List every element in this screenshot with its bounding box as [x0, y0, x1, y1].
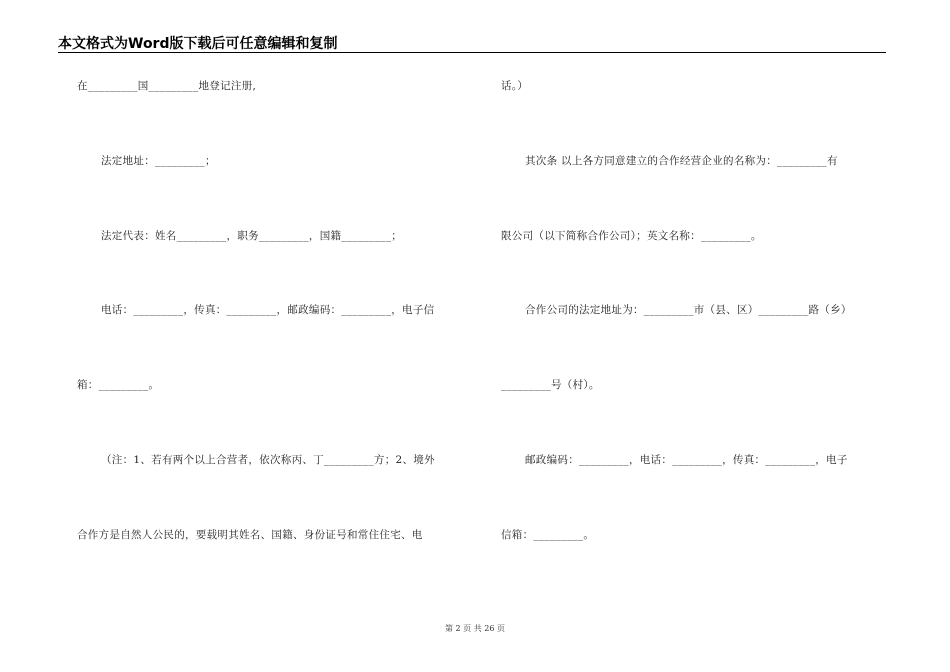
text-line: _________号（村）。: [501, 379, 600, 391]
text-line: 法定地址：_________；: [101, 155, 216, 167]
text-line: 合作方是自然人公民的，要载明其姓名、国籍、身份证号和常住住宅、电: [77, 529, 423, 541]
text-line: 箱：_________。: [77, 379, 160, 391]
text-line: 话。）: [501, 80, 529, 92]
text-line: 邮政编码：_________，电话：_________，传真：_________，电子: [525, 454, 848, 466]
text-line: 信箱：_________。: [501, 529, 595, 541]
text-line: 限公司（以下简称合作公司）；英文名称：_________。: [501, 230, 762, 242]
text-line: 法定代表：姓名_________，职务_________，国籍_________；: [101, 230, 403, 242]
text-line: 其次条 以上各方同意建立的合作经营企业的名称为：_________有: [525, 155, 838, 167]
text-line: （注：1、若有两个以上合营者，依次称丙、丁_________方；2、境外: [101, 454, 435, 466]
page-number: 第 2 页 共 26 页: [445, 624, 505, 633]
text-line: 电话：_________，传真：_________，邮政编码：_________，电子信: [101, 304, 435, 316]
header-title: 本文格式为Word版下载后可任意编辑和复制: [58, 36, 338, 52]
text-line: 在_________国_________地登记注册,: [77, 80, 257, 92]
header-divider: [58, 52, 886, 53]
text-line: 合作公司的法定地址为：_________市（县、区）_________路（乡）: [525, 304, 852, 316]
